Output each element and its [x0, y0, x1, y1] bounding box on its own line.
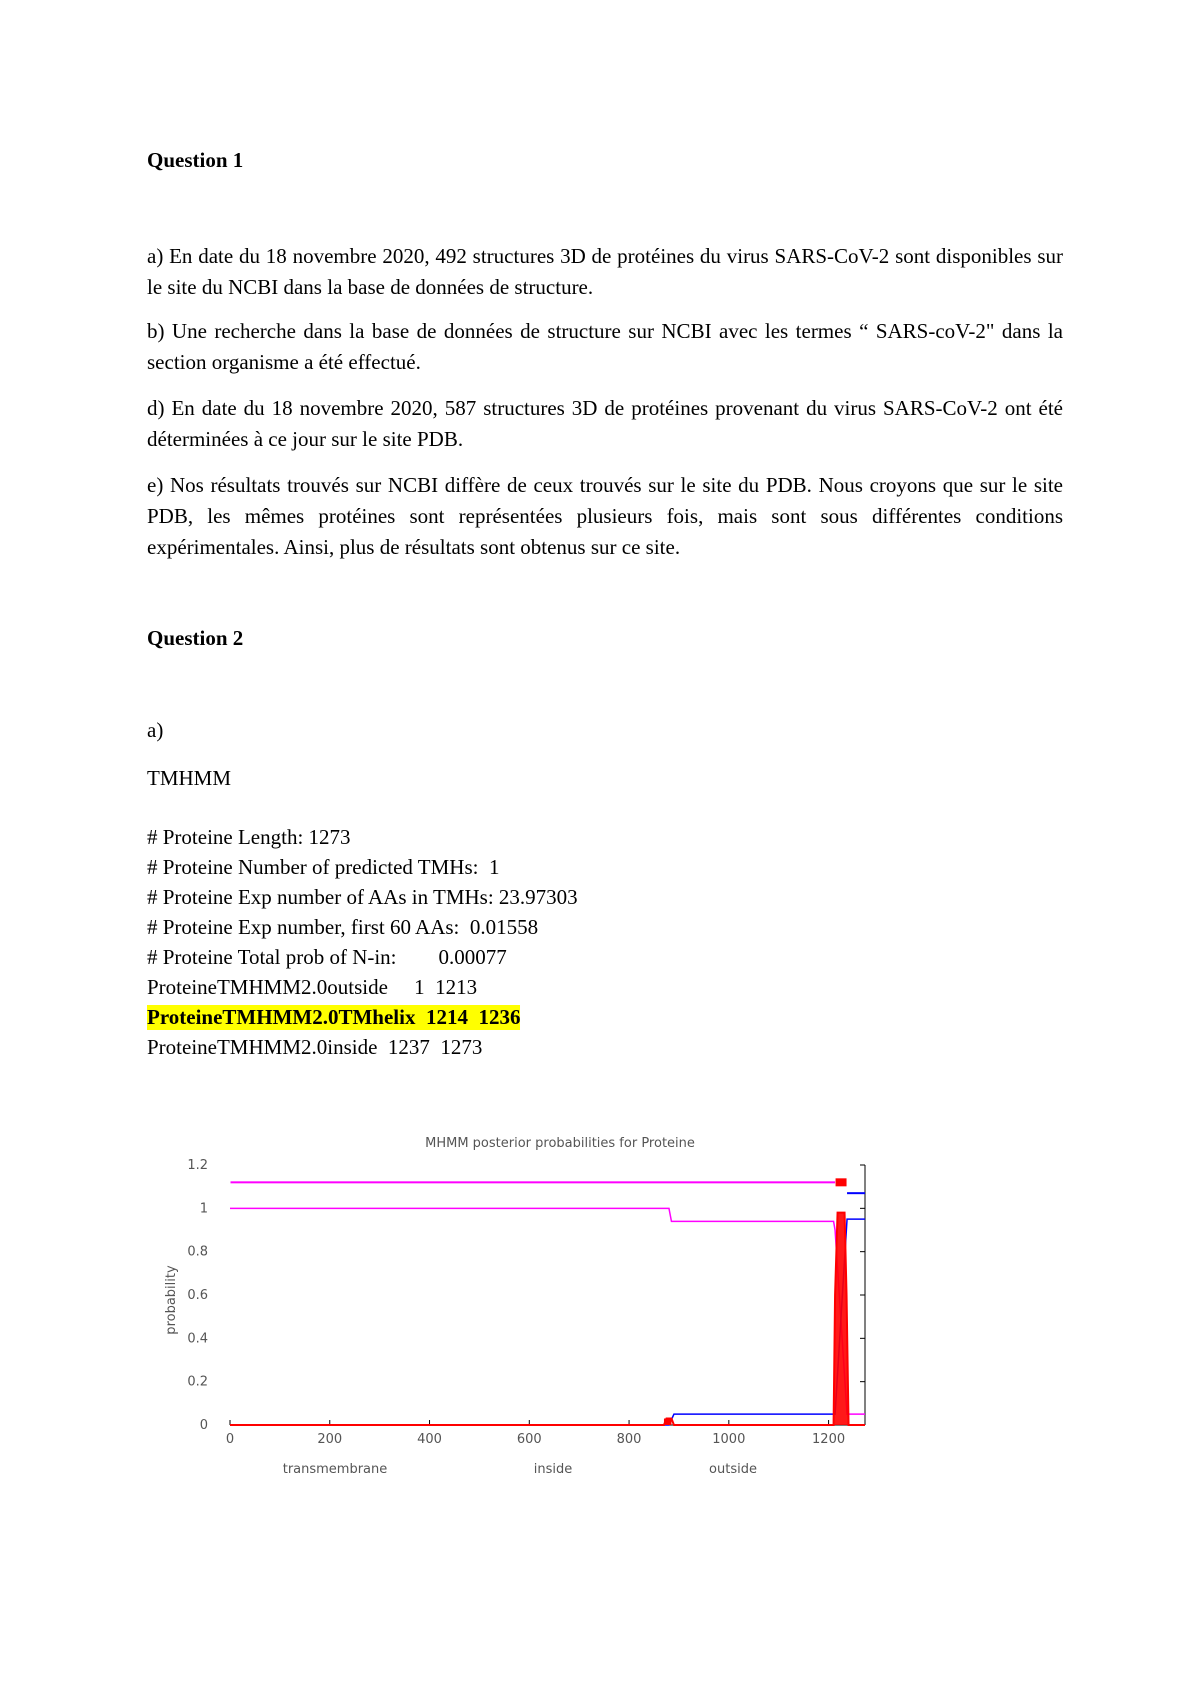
y-tick-label: 1.2 — [187, 1158, 208, 1173]
question-1-title: Question 1 — [147, 148, 244, 172]
series-inside — [230, 1219, 865, 1425]
x-tick-label: 1000 — [712, 1432, 746, 1447]
x-tick-label: 1200 — [812, 1432, 846, 1447]
y-tick-label: 0 — [199, 1418, 208, 1433]
series-transmembrane — [230, 1213, 865, 1425]
x-tick-label: 400 — [417, 1432, 442, 1447]
tmhmm-line: ProteineTMHMM2.0outside 1 1213 — [147, 975, 478, 999]
tmhmm-line: # Proteine Exp number, first 60 AAs: 0.01558 — [147, 915, 539, 939]
topology-bar-transmembrane — [836, 1178, 847, 1186]
legend-inside: inside — [533, 1462, 573, 1477]
tool-name: TMHMM — [147, 766, 232, 790]
q2-answer-a-label: a) — [147, 718, 164, 742]
x-tick-label: 600 — [516, 1432, 542, 1447]
chart-ylabel: probability — [164, 1265, 179, 1335]
tmhmm-line: # Proteine Number of predicted TMHs: 1 — [147, 855, 500, 879]
y-tick-label: 0.4 — [187, 1331, 208, 1347]
tmhmm-helix-highlight: ProteineTMHMM2.0TMhelix 1214 1236 — [147, 1005, 521, 1029]
tmhmm-chart-svg — [155, 1125, 875, 1485]
series-outside — [230, 1208, 865, 1414]
y-tick-label: 0.8 — [187, 1244, 208, 1260]
tmhmm-line: # Proteine Total prob of N-in: 0.00077 — [147, 945, 507, 969]
q1-answer-d: d) En date du 18 novembre 2020, 587 structures 3D de protéines provenant du virus SARS-CoV-2 ont été déterminées à ce jour sur le site PDB. — [147, 396, 1063, 451]
tmhmm-line: # Proteine Length: 1273 — [147, 825, 351, 849]
x-tick-label: 0 — [225, 1432, 235, 1447]
q1-answer-b: b) Une recherche dans la base de données de structure sur NCBI avec les termes “ SARS-coV-2" dans la section organisme a été effectué. — [147, 319, 1063, 374]
tmhmm-line: ProteineTMHMM2.0inside 1237 1273 — [147, 1035, 483, 1059]
tmhmm-line: # Proteine Exp number of AAs in TMHs: 23.97303 — [147, 885, 578, 909]
topology-bar-inside — [847, 1192, 865, 1194]
chart-title: MHMM posterior probabilities for Proteine — [425, 1136, 695, 1151]
legend-transmembrane: transmembrane — [282, 1462, 388, 1477]
y-tick-label: 1 — [199, 1201, 208, 1217]
y-tick-label: 0.6 — [187, 1288, 208, 1303]
tmhmm-chart — [155, 1125, 875, 1485]
y-tick-label: 0.2 — [187, 1374, 208, 1390]
legend-outside: outside — [709, 1462, 757, 1477]
tm-small-bump — [664, 1419, 671, 1426]
plot-area — [187, 1158, 865, 1447]
q1-answer-e: e) Nos résultats trouvés sur NCBI diffère de ceux trouvés sur le site du PDB. Nous croyons que sur le site PDB, les mêmes protéines sont représentées plusieurs fois, mais sont sous différentes conditions expérimentales. Ainsi, plus de résultats sont obtenus sur ce site. — [147, 473, 1063, 559]
topology-bar-outside — [230, 1181, 835, 1183]
x-tick-label: 800 — [616, 1432, 642, 1447]
question-2-title: Question 2 — [147, 626, 244, 650]
q1-answer-a: a) En date du 18 novembre 2020, 492 structures 3D de protéines du virus SARS-CoV-2 sont disponibles sur le site du NCBI dans la base de données de structure. — [147, 244, 1063, 299]
x-tick-label: 200 — [317, 1432, 343, 1447]
